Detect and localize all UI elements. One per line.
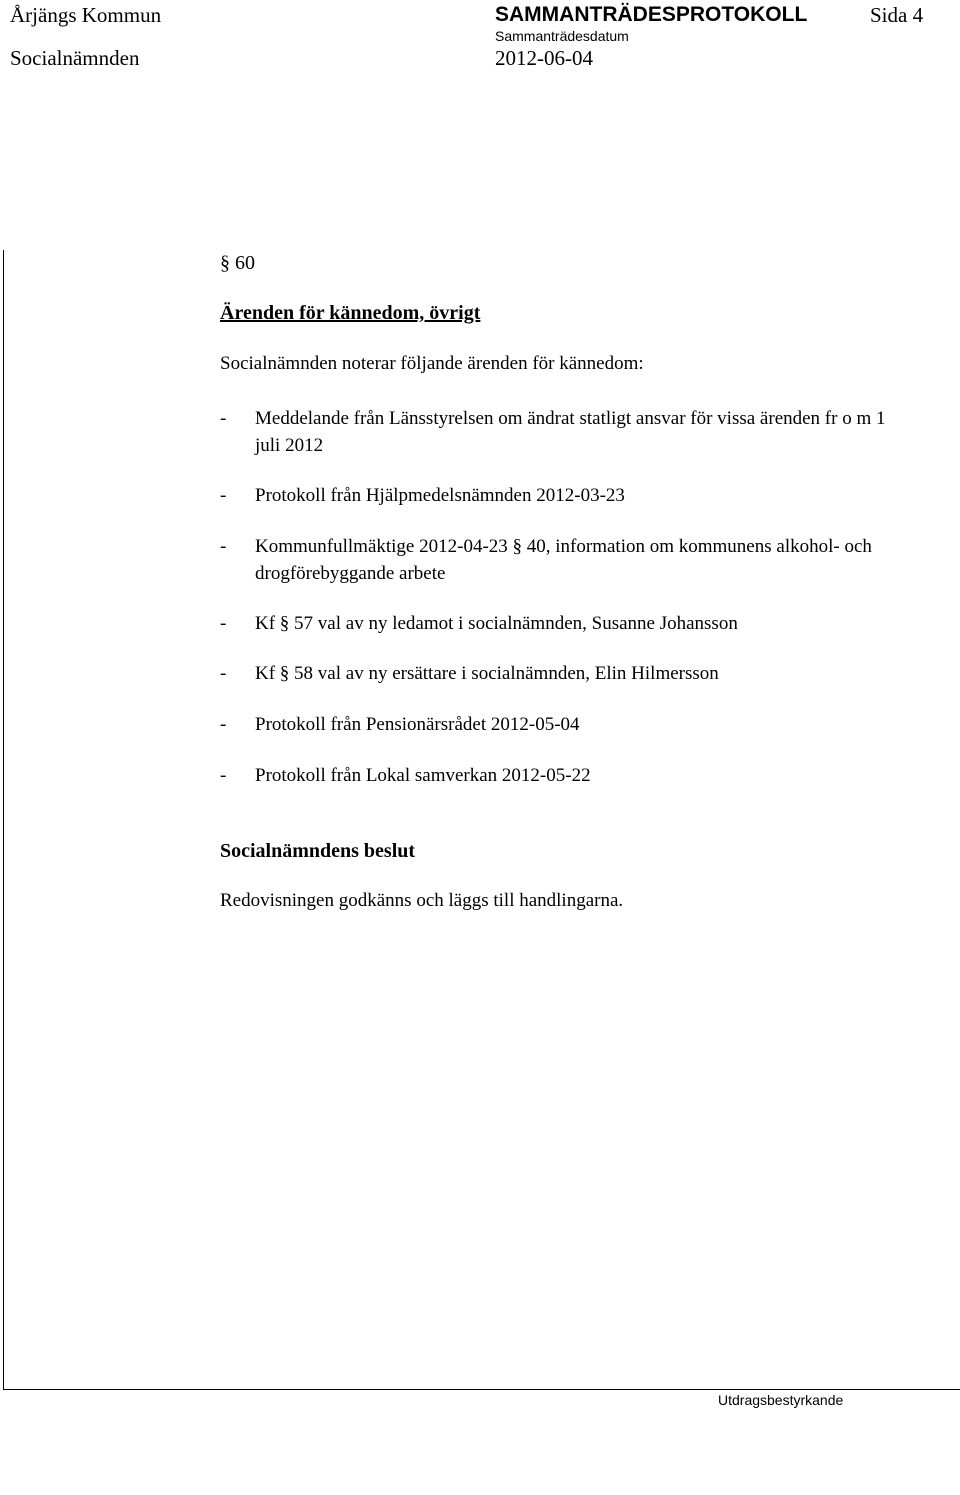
organization-name: Årjängs Kommun bbox=[10, 3, 162, 27]
intro-text: Socialnämnden noterar följande ärenden för kännedom: bbox=[220, 353, 644, 374]
footer-rule bbox=[3, 1389, 960, 1390]
meeting-date-label: Sammanträdesdatum bbox=[495, 28, 629, 44]
list-bullet: - bbox=[220, 485, 227, 506]
list-item bbox=[220, 711, 940, 738]
list-bullet: - bbox=[220, 408, 227, 429]
decision-text: Redovisningen godkänns och läggs till handlingarna. bbox=[220, 890, 624, 911]
list-item bbox=[220, 405, 940, 459]
list-item-text: Protokoll från Hjälpmedelsnämnden 2012-03-23 bbox=[255, 485, 625, 506]
list-item-text: Kf § 58 val av ny ersättare i socialnämnden, Elin Hilmersson bbox=[255, 663, 719, 684]
page-number: Sida 4 bbox=[870, 3, 924, 27]
list-item bbox=[220, 533, 940, 587]
list-item-text: Meddelande från Länsstyrelsen om ändrat statligt ansvar för vissa ärenden fr o m 1 juli 2012 bbox=[255, 408, 886, 456]
decision-heading: Socialnämndens beslut bbox=[220, 840, 416, 862]
paragraph-number: § 60 bbox=[220, 252, 255, 274]
list-bullet: - bbox=[220, 714, 227, 735]
list-item bbox=[220, 482, 940, 509]
list-bullet: - bbox=[220, 663, 227, 684]
list-item-text: Protokoll från Pensionärsrådet 2012-05-04 bbox=[255, 714, 580, 735]
list-item-text: Protokoll från Lokal samverkan 2012-05-22 bbox=[255, 765, 591, 786]
list-item bbox=[220, 660, 940, 687]
document-title: SAMMANTRÄDESPROTOKOLL bbox=[495, 3, 808, 26]
left-margin-rule bbox=[3, 250, 4, 1390]
list-bullet: - bbox=[220, 765, 227, 786]
list-bullet: - bbox=[220, 536, 227, 557]
section-title: Ärenden för kännedom, övrigt bbox=[220, 302, 481, 324]
list-item-text: Kommunfullmäktige 2012-04-23 § 40, information om kommunens alkohol- och drogförebyggande arbete bbox=[255, 536, 872, 584]
certification-label: Utdragsbestyrkande bbox=[718, 1392, 844, 1408]
list-bullet: - bbox=[220, 613, 227, 634]
list-item bbox=[220, 762, 940, 789]
list-item-text: Kf § 57 val av ny ledamot i socialnämnden, Susanne Johansson bbox=[255, 613, 738, 634]
department-name: Socialnämnden bbox=[10, 46, 140, 70]
meeting-date: 2012-06-04 bbox=[495, 46, 593, 70]
list-item bbox=[220, 610, 940, 637]
